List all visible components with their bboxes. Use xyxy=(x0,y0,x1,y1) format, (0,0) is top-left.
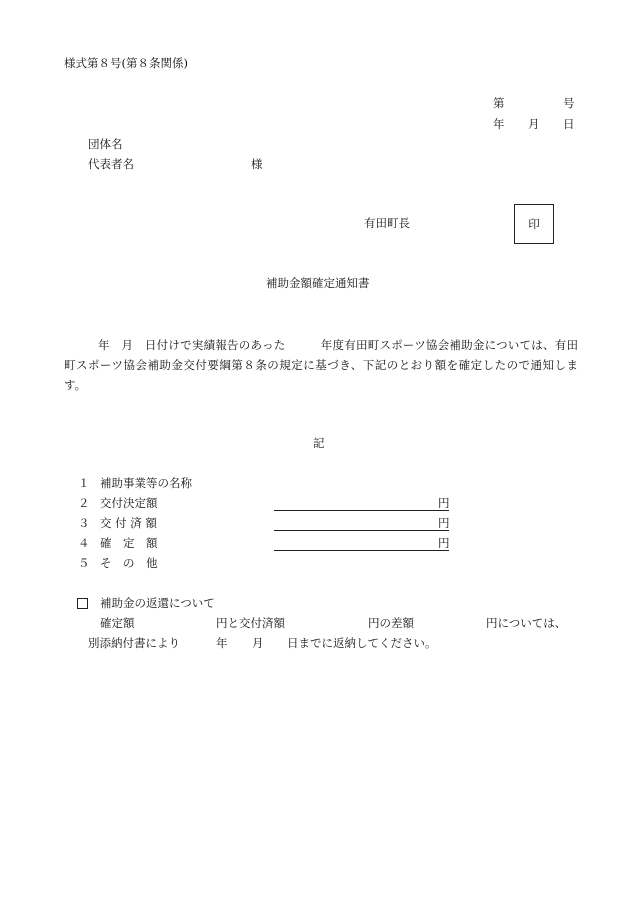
doc-no-dai: 第 xyxy=(493,96,505,110)
refund-en-ni-tsuite: 円については、 xyxy=(486,616,567,630)
item-3-number: ３ xyxy=(78,516,90,530)
issuer-title: 有田町長 xyxy=(364,216,410,230)
seal-mark: 印 xyxy=(528,217,540,231)
item-2-underline xyxy=(274,510,449,511)
document-title: 補助金額確定通知書 xyxy=(266,276,370,290)
item-3-underline xyxy=(274,530,449,531)
ki-heading: 記 xyxy=(313,436,325,450)
date-year: 年 xyxy=(493,117,505,131)
refund-heading: 補助金の返還について xyxy=(100,596,215,610)
item-4-underline xyxy=(274,550,449,551)
representative-label: 代表者名 xyxy=(88,157,134,171)
item-3-label: 交 付 済 額 xyxy=(100,516,157,530)
refund-year: 年 xyxy=(216,636,228,650)
refund-betten: 別添納付書により xyxy=(88,636,180,650)
body-paragraph: 年 月 日付けで実績報告のあった 年度有田町スポーツ協会補助金については、有田町スポーツ協会補助金交付要綱第８条の規定に基づき、下記のとおり額を確定したので通知します。 xyxy=(64,338,578,392)
item-5-label: そ の 他 xyxy=(100,556,158,570)
item-4-unit: 円 xyxy=(438,536,450,550)
item-2-number: ２ xyxy=(78,496,90,510)
doc-no-go: 号 xyxy=(563,96,575,110)
date-month: 月 xyxy=(528,117,540,131)
refund-deadline: 日までに返納してください。 xyxy=(287,636,437,650)
refund-en-no-sagaku: 円の差額 xyxy=(368,616,414,630)
refund-en-to-kofu: 円と交付済額 xyxy=(216,616,285,630)
refund-month: 月 xyxy=(252,636,264,650)
date-day: 日 xyxy=(563,117,575,131)
item-4-label: 確 定 額 xyxy=(100,536,158,550)
item-1-number: １ xyxy=(78,476,90,490)
item-1-label: 補助事業等の名称 xyxy=(100,476,192,490)
refund-kakutei-label: 確定額 xyxy=(100,616,135,630)
refund-checkbox[interactable] xyxy=(77,598,88,609)
item-3-unit: 円 xyxy=(438,516,450,530)
form-number: 様式第８号(第８条関係) xyxy=(64,56,188,70)
item-2-label: 交付決定額 xyxy=(100,496,158,510)
seal-box xyxy=(514,204,554,244)
item-4-number: ４ xyxy=(78,536,90,550)
honorific-sama: 様 xyxy=(251,157,263,171)
item-2-unit: 円 xyxy=(438,496,450,510)
group-name-label: 団体名 xyxy=(88,137,123,151)
item-5-number: ５ xyxy=(78,556,90,570)
